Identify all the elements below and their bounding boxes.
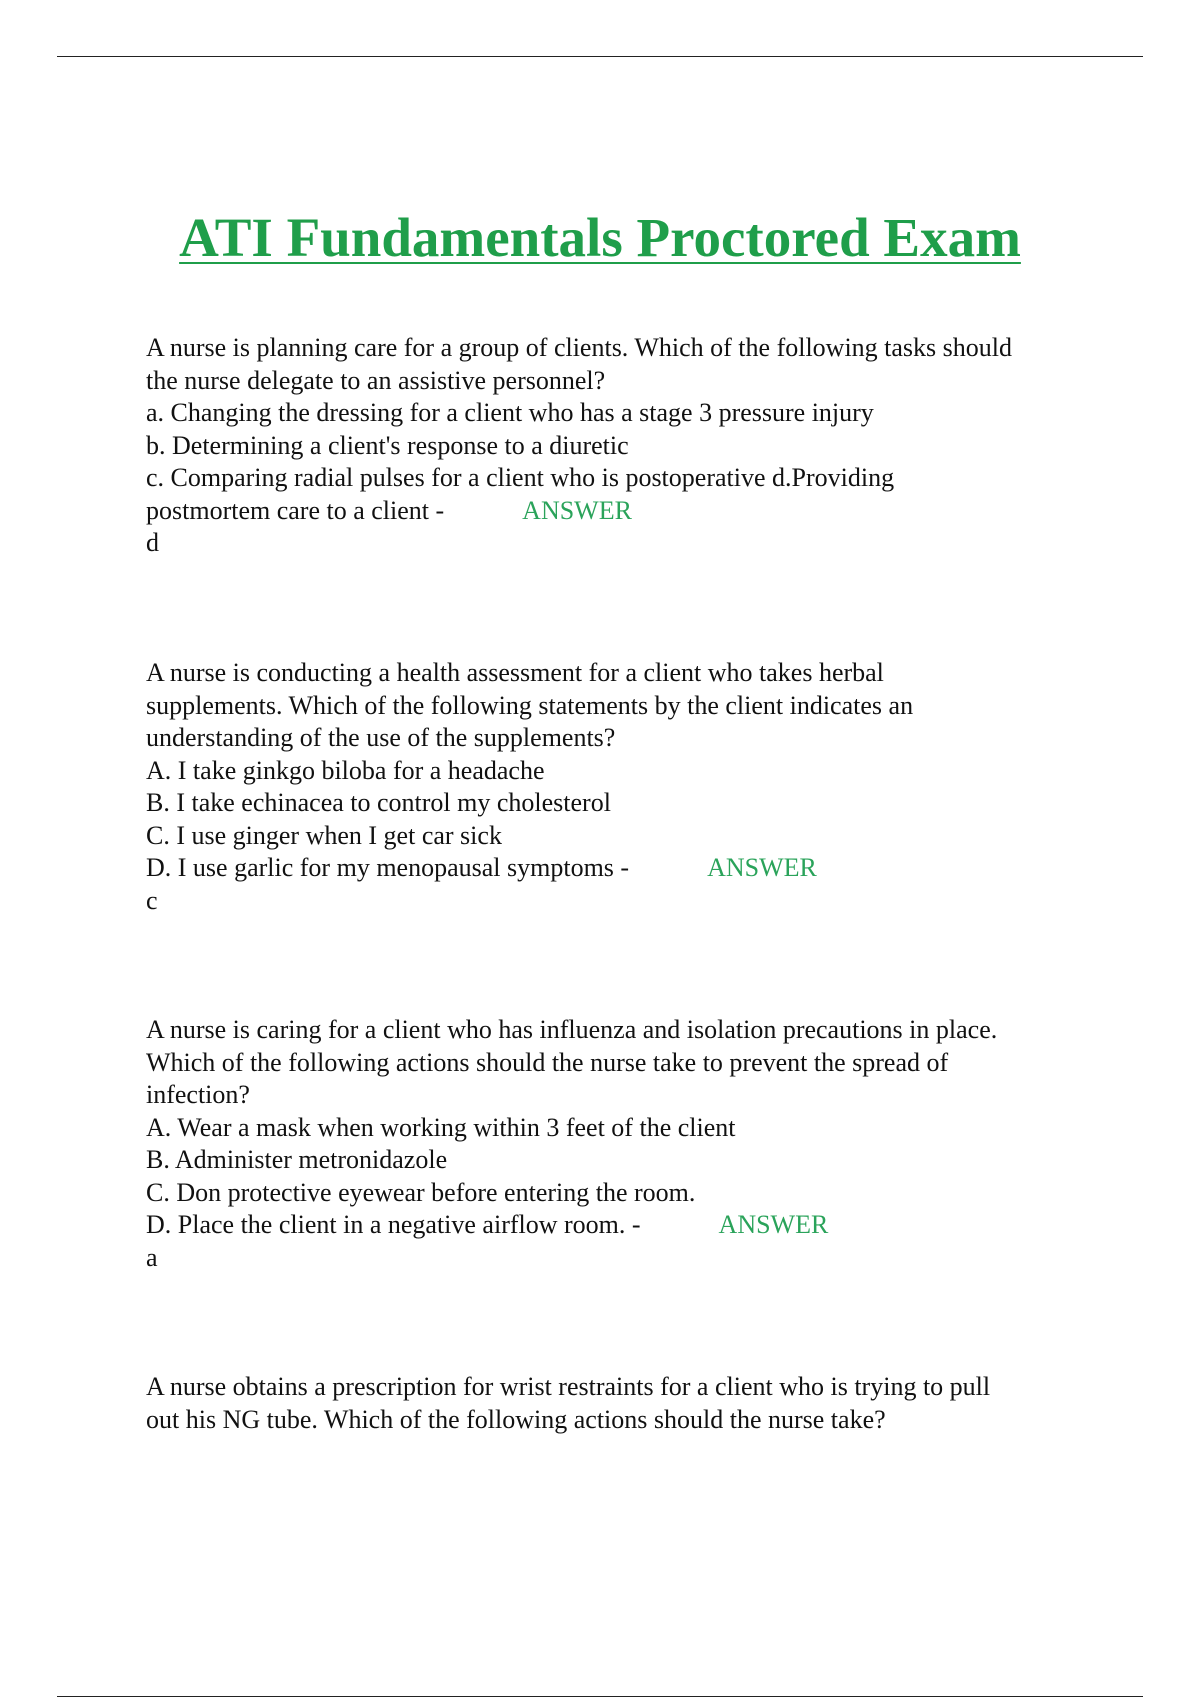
last-option-line xyxy=(146,1209,1106,1242)
answer-option: C. I use ginger when I get car sick xyxy=(146,820,502,850)
answer-value: c xyxy=(146,885,158,915)
answer-option: c. Comparing radial pulses for a client who is postoperative d.Providing xyxy=(146,463,895,492)
answer-label: ANSWER xyxy=(522,495,632,525)
answer-option: A. Wear a mask when working within 3 feet of the client xyxy=(146,1112,736,1142)
question-stem-line: understanding of the use of the supplements? xyxy=(146,723,616,752)
document-title: ATI Fundamentals Proctored Exam xyxy=(179,207,1021,268)
question-stem-line: supplements. Which of the following statements by the client indicates an xyxy=(146,690,914,720)
bottom-rule xyxy=(57,1696,1143,1697)
answer-option: A. I take ginkgo biloba for a headache xyxy=(146,755,545,785)
top-rule xyxy=(57,56,1143,57)
question-stem-line: out his NG tube. Which of the following actions should the nurse take? xyxy=(146,1404,886,1434)
question-stem-line: A nurse is planning care for a group of clients. Which of the following tasks should xyxy=(146,333,1013,362)
question-stem-line: A nurse is caring for a client who has influenza and isolation precautions in place. xyxy=(146,1015,998,1044)
question-block xyxy=(146,657,1106,917)
answer-option: B. I take echinacea to control my cholesterol xyxy=(146,788,611,817)
answer-option: a. Changing the dressing for a client who has a stage 3 pressure injury xyxy=(146,398,874,427)
question-block xyxy=(146,1371,1106,1436)
answer-label: ANSWER xyxy=(718,1210,829,1239)
question-stem-line: the nurse delegate to an assistive personnel? xyxy=(146,365,606,395)
answer-value: a xyxy=(146,1242,158,1272)
question-stem-line: A nurse obtains a prescription for wrist restraints for a client who is trying to pull xyxy=(146,1372,991,1401)
last-option-text: D. I use garlic for my menopausal symptoms - xyxy=(146,853,630,882)
answer-option: B. Administer metronidazole xyxy=(146,1145,448,1174)
question-stem-line: Which of the following actions should the nurse take to prevent the spread of xyxy=(146,1047,949,1077)
question-stem-line: infection? xyxy=(146,1080,250,1109)
last-option-line xyxy=(146,495,1106,528)
answer-option: b. Determining a client's response to a diuretic xyxy=(146,430,629,460)
answer-value: d xyxy=(146,528,159,557)
answer-option: C. Don protective eyewear before entering the room. xyxy=(146,1177,696,1207)
question-block xyxy=(146,1014,1106,1274)
answer-label: ANSWER xyxy=(707,853,817,882)
question-block xyxy=(146,332,1106,560)
last-option-text: postmortem care to a client - xyxy=(146,495,445,525)
last-option-text: D. Place the client in a negative airflow room. - xyxy=(146,1210,641,1239)
question-stem-line: A nurse is conducting a health assessment for a client who takes herbal xyxy=(146,658,884,687)
last-option-line xyxy=(146,852,1106,885)
